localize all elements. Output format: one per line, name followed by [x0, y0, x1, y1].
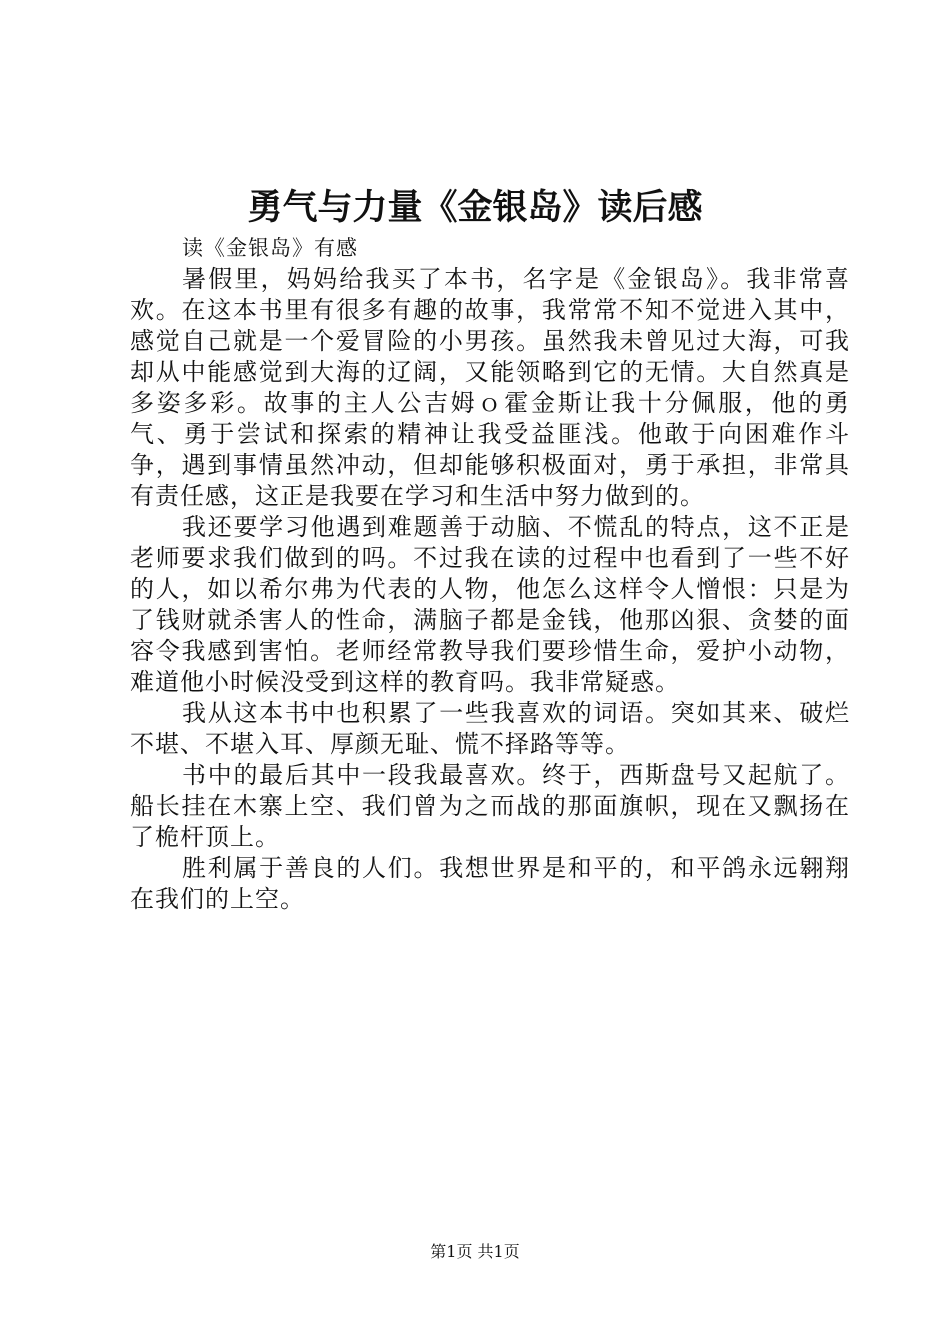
paragraph-3: 我从这本书中也积累了一些我喜欢的词语。突如其来、破烂不堪、不堪入耳、厚颜无耻、慌不择路等等。 — [130, 699, 850, 758]
paragraph-2: 我还要学习他遇到难题善于动脑、不慌乱的特点，这不正是老师要求我们做到的吗。不过我在读的过程中也看到了一些不好的人，如以希尔弗为代表的人物，他怎么这样令人憎恨：只是为了钱财就杀害人的性命，满脑子都是金钱，他那凶狠、贪婪的面容令我感到害怕。老师经常教导我们要珍惜生命，爱护小动物，难道他小时候没受到这样的教育吗。我非常疑惑。 — [130, 513, 850, 696]
page-footer: 第1页 共1页 — [430, 1242, 520, 1261]
paragraph-5: 胜利属于善良的人们。我想世界是和平的，和平鸽永远翱翔在我们的上空。 — [130, 854, 850, 913]
paragraph-1: 暑假里，妈妈给我买了本书，名字是《金银岛》。我非常喜欢。在这本书里有很多有趣的故事，我常常不知不觉进入其中，感觉自己就是一个爱冒险的小男孩。虽然我未曾见过大海，可我却从中能感觉到大海的辽阔，又能领略到它的无情。大自然真是多姿多彩。故事的主人公吉姆ｏ霍金斯让我十分佩服，他的勇气、勇于尝试和探索的精神让我受益匪浅。他敢于向困难作斗争，遇到事情虽然冲动，但却能够积极面对，勇于承担，非常具有责任感，这正是我要在学习和生活中努力做到的。 — [130, 265, 850, 510]
document-subtitle: 读《金银岛》有感 — [182, 236, 358, 260]
document-title: 勇气与力量《金银岛》读后感 — [247, 187, 703, 228]
paragraph-4: 书中的最后其中一段我最喜欢。终于，西斯盘号又起航了。船长挂在木寨上空、我们曾为之而战的那面旗帜，现在又飘扬在了桅杆顶上。 — [130, 761, 850, 851]
document-body — [130, 233, 850, 915]
